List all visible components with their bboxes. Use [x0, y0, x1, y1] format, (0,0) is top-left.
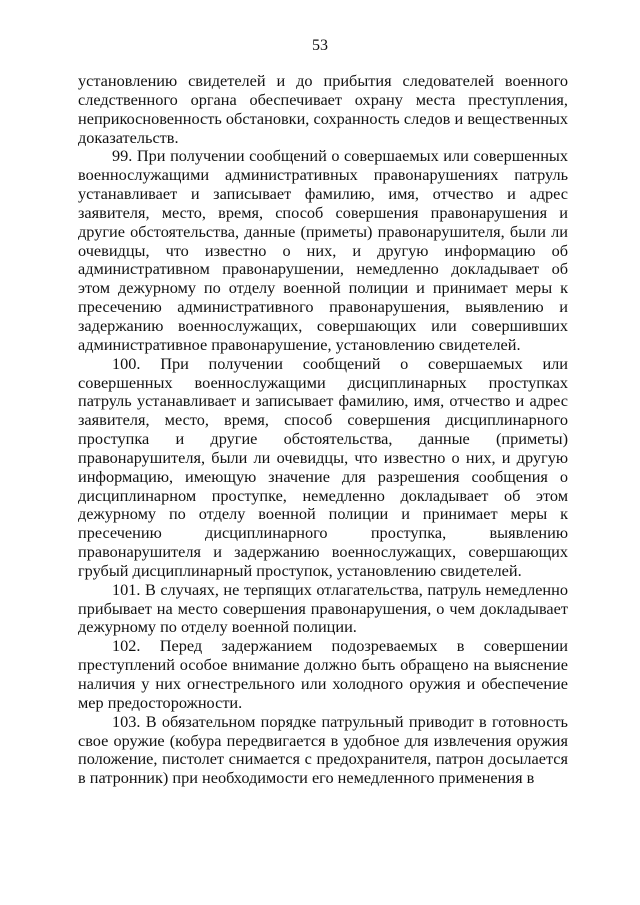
paragraph-100: 100. При получении сообщений о совершаемых или совершенных военнослужащими дисциплинарных проступках патруль устанавливает и записывает фамилию, имя, отчество и адрес заявителя, место, время, способ совершения дисциплинарного проступка и другие обстоятельства, данные (приметы) правонарушителя, были ли очевидцы, что известно о них, и другую информацию, имеющую значение для разрешения сообщения о дисциплинарном проступке, немедленно докладывает об этом дежурному по отделу военной полиции и принимает меры к пресечению дисциплинарного проступка, выявлению правонарушителя и задержанию военнослужащих, совершающих грубый дисциплинарный проступок, установлению свидетелей.	[78, 353, 568, 580]
paragraph-103: 103. В обязательном порядке патрульный приводит в готовность свое оружие (кобура передвигается в удобное для извлечения оружия положение, пистолет снимается с предохранителя, патрон досылается в патронник) при необходимости его немедленного применения в	[78, 711, 568, 788]
paragraph-continuation: установлению свидетелей и до прибытия следователей военного следственного органа обеспечивает охрану места преступления, неприкосновенность обстановки, сохранность следов и вещественных доказательств.	[78, 71, 568, 147]
page-number: 53	[312, 37, 328, 54]
paragraph-102: 102. Перед задержанием подозреваемых в совершении преступлений особое внимание должно быть обращено на выяснение наличия у них огнестрельного или холодного оружия и обеспечение мер предосторожности.	[78, 636, 568, 712]
document-body	[78, 72, 568, 788]
paragraph-101: 101. В случаях, не терпящих отлагательства, патруль немедленно прибывает на место совершения правонарушения, о чем докладывает дежурному по отделу военной полиции.	[78, 579, 568, 637]
paragraph-99: 99. При получении сообщений о совершаемых или совершенных военнослужащими административных правонарушениях патруль устанавливает и записывает фамилию, имя, отчество и адрес заявителя, место, время, способ совершения правонарушения и другие обстоятельства, данные (приметы) правонарушителя, были ли очевидцы, что известно о них, и другую информацию об административном правонарушении, немедленно докладывает об этом дежурному по отделу военной полиции и принимает меры к пресечению административного правонарушения, выявлению и задержанию военнослужащих, совершающих или совершивших административное правонарушение, установлению свидетелей.	[78, 146, 568, 354]
